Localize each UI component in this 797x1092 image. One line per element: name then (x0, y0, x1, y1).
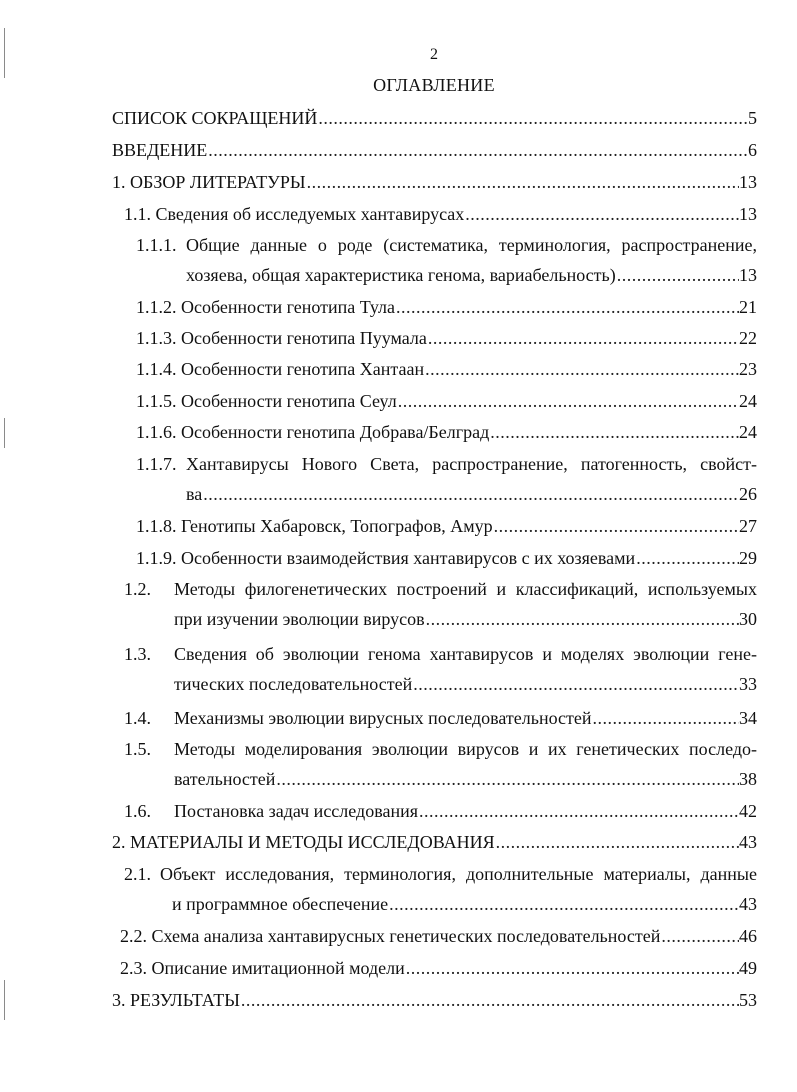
toc-entry-text: 1.1.9. Особенности взаимодействия хантавирусов с их хозяевами (136, 548, 636, 568)
toc-entry-section-1-1-9[interactable] (136, 546, 757, 570)
toc-entry-text: 1. ОБЗОР ЛИТЕРАТУРЫ (112, 172, 306, 192)
toc-entry-section-1-1-4[interactable] (136, 357, 757, 381)
toc-page-number: 30 (739, 609, 757, 629)
toc-entry-section-1[interactable] (112, 170, 757, 194)
toc-entry-introduction[interactable] (112, 138, 757, 162)
toc-entry-number: 1.1.7. (136, 454, 177, 474)
toc-entry-number: 1.3. (124, 644, 151, 664)
toc-entry-text: 1.1.2. Особенности генотипа Тула (136, 297, 396, 317)
toc-entry-text: СПИСОК СОКРАЩЕНИЙ (112, 108, 318, 128)
dot-leader (636, 546, 739, 570)
dot-leader (426, 607, 739, 631)
dot-leader (490, 420, 739, 444)
dot-leader (203, 482, 739, 506)
toc-entry-section-1-5[interactable] (124, 737, 757, 761)
toc-page-number: 13 (739, 265, 757, 285)
toc-entry-text: 1.1.8. Генотипы Хабаровск, Топографов, Амур (136, 516, 493, 536)
toc-entry-section-1-2-continued[interactable] (174, 607, 757, 631)
toc-entry-text: 1.1.4. Особенности генотипа Хантаан (136, 359, 425, 379)
toc-page-number: 5 (748, 108, 757, 128)
toc-entry-text-line: Объект исследования, терминология, дополнительные материалы, данные (160, 864, 757, 884)
dot-leader (413, 672, 739, 696)
toc-entry-section-1-1-6[interactable] (136, 420, 757, 444)
toc-entry-text: 1.1.5. Особенности генотипа Сеул (136, 391, 397, 411)
toc-page-number: 29 (739, 548, 757, 568)
toc-page-number: 53 (739, 990, 757, 1010)
toc-entry-text: вательностей (174, 769, 276, 789)
dot-leader (307, 170, 739, 194)
toc-page-number: 46 (739, 926, 757, 946)
page-number: 2 (430, 46, 438, 63)
scan-edge-mark (4, 418, 5, 448)
toc-entry-text: 3. РЕЗУЛЬТАТЫ (112, 990, 240, 1010)
toc-entry-number: 1.5. (124, 739, 151, 759)
toc-entry-text: 1.1.3. Особенности генотипа Пуумала (136, 328, 427, 348)
toc-entry-section-1-1-5[interactable] (136, 389, 757, 413)
dot-leader (208, 138, 748, 162)
toc-entry-section-1-4[interactable] (124, 706, 757, 730)
toc-entry-text-line: Методы филогенетических построений и классификаций, используемых (174, 579, 757, 599)
toc-entry-section-1-1[interactable] (124, 202, 757, 226)
dot-leader (425, 357, 739, 381)
toc-page-number: 49 (739, 958, 757, 978)
toc-entry-text: 2. МАТЕРИАЛЫ И МЕТОДЫ ИССЛЕДОВАНИЯ (112, 832, 495, 852)
toc-entry-text: 2.3. Описание имитационной модели (120, 958, 405, 978)
toc-entry-number: 1.4. (124, 708, 151, 728)
toc-entry-section-2-1-continued[interactable] (172, 892, 757, 916)
dot-leader (496, 830, 739, 854)
toc-entry-section-1-1-1-continued[interactable] (186, 263, 757, 287)
dot-leader (389, 892, 739, 916)
toc-entry-number: 2.1. (124, 864, 151, 884)
toc-entry-text: ВВЕДЕНИЕ (112, 140, 208, 160)
toc-page-number: 27 (739, 516, 757, 536)
toc-entry-number: 1.1.1. (136, 235, 177, 255)
toc-entry-section-1-3[interactable] (124, 642, 757, 666)
toc-page-number: 43 (739, 894, 757, 914)
toc-page-number: 38 (739, 769, 757, 789)
dot-leader (396, 295, 739, 319)
toc-page-number: 34 (739, 708, 757, 728)
dot-leader (661, 924, 739, 948)
toc-page-number: 26 (739, 484, 757, 504)
toc-page-number: 23 (739, 359, 757, 379)
toc-page-number: 22 (739, 328, 757, 348)
toc-entry-text: при изучении эволюции вирусов (174, 609, 425, 629)
toc-page-number: 24 (739, 422, 757, 442)
toc-entry-text-line: Методы моделирования эволюции вирусов и их генетических последо- (174, 739, 757, 759)
dot-leader (276, 767, 739, 791)
toc-entry-abbreviations[interactable] (112, 106, 757, 130)
toc-entry-text: Механизмы эволюции вирусных последовательностей (174, 708, 592, 728)
dot-leader (419, 799, 739, 823)
dot-leader (494, 514, 739, 538)
toc-entry-section-1-1-2[interactable] (136, 295, 757, 319)
dot-leader (398, 389, 739, 413)
toc-entry-section-1-1-3[interactable] (136, 326, 757, 350)
toc-page-number: 33 (739, 674, 757, 694)
dot-leader (593, 706, 739, 730)
toc-page-number: 43 (739, 832, 757, 852)
toc-entry-section-1-1-1[interactable] (136, 233, 757, 257)
toc-entry-text-line: Хантавирусы Нового Света, распространение, патогенность, свойст- (186, 454, 757, 474)
toc-entry-section-2-2[interactable] (120, 924, 757, 948)
toc-entry-section-1-1-7-continued[interactable] (186, 482, 757, 506)
toc-page-number: 21 (739, 297, 757, 317)
scan-edge-mark (4, 980, 5, 1020)
toc-entry-section-2-3[interactable] (120, 956, 757, 980)
toc-page-number: 13 (739, 172, 757, 192)
toc-entry-section-1-2[interactable] (124, 577, 757, 601)
toc-page-number: 6 (748, 140, 757, 160)
dot-leader (465, 202, 739, 226)
toc-entry-text-line: Сведения об эволюции генома хантавирусов и моделях эволюции гене- (174, 644, 757, 664)
toc-entry-text: 1.1. Сведения об исследуемых хантавирусах (124, 204, 465, 224)
toc-entry-section-1-1-8[interactable] (136, 514, 757, 538)
dot-leader (428, 326, 739, 350)
toc-page-number: 24 (739, 391, 757, 411)
toc-entry-number: 1.6. (124, 801, 151, 821)
toc-entry-section-1-3-continued[interactable] (174, 672, 757, 696)
toc-entry-text: ва (186, 484, 203, 504)
dot-leader (406, 956, 739, 980)
toc-page-number: 13 (739, 204, 757, 224)
toc-entry-text: 1.1.6. Особенности генотипа Добрава/Белград (136, 422, 490, 442)
toc-entry-section-2[interactable] (112, 830, 757, 854)
toc-entry-text: и программное обеспечение (172, 894, 389, 914)
toc-entry-text: Постановка задач исследования (174, 801, 418, 821)
toc-title: ОГЛАВЛЕНИЕ (373, 75, 495, 95)
toc-entry-number: 1.2. (124, 579, 151, 599)
toc-entry-section-3[interactable] (112, 988, 757, 1012)
toc-entry-section-2-1[interactable] (124, 862, 757, 886)
toc-entry-section-1-1-7[interactable] (136, 452, 757, 476)
toc-entry-section-1-6[interactable] (124, 799, 757, 823)
toc-entry-section-1-5-continued[interactable] (174, 767, 757, 791)
toc-page-number: 42 (739, 801, 757, 821)
toc-entry-text: 2.2. Схема анализа хантавирусных генетических последовательностей (120, 926, 661, 946)
dot-leader (241, 988, 739, 1012)
toc-entry-text-line: Общие данные о роде (систематика, терминология, распространение, (186, 235, 757, 255)
toc-entry-text: тических последовательностей (174, 674, 413, 694)
dot-leader (617, 263, 739, 287)
toc-entry-text: хозяева, общая характеристика генома, вариабельность) (186, 265, 616, 285)
dot-leader (318, 106, 748, 130)
